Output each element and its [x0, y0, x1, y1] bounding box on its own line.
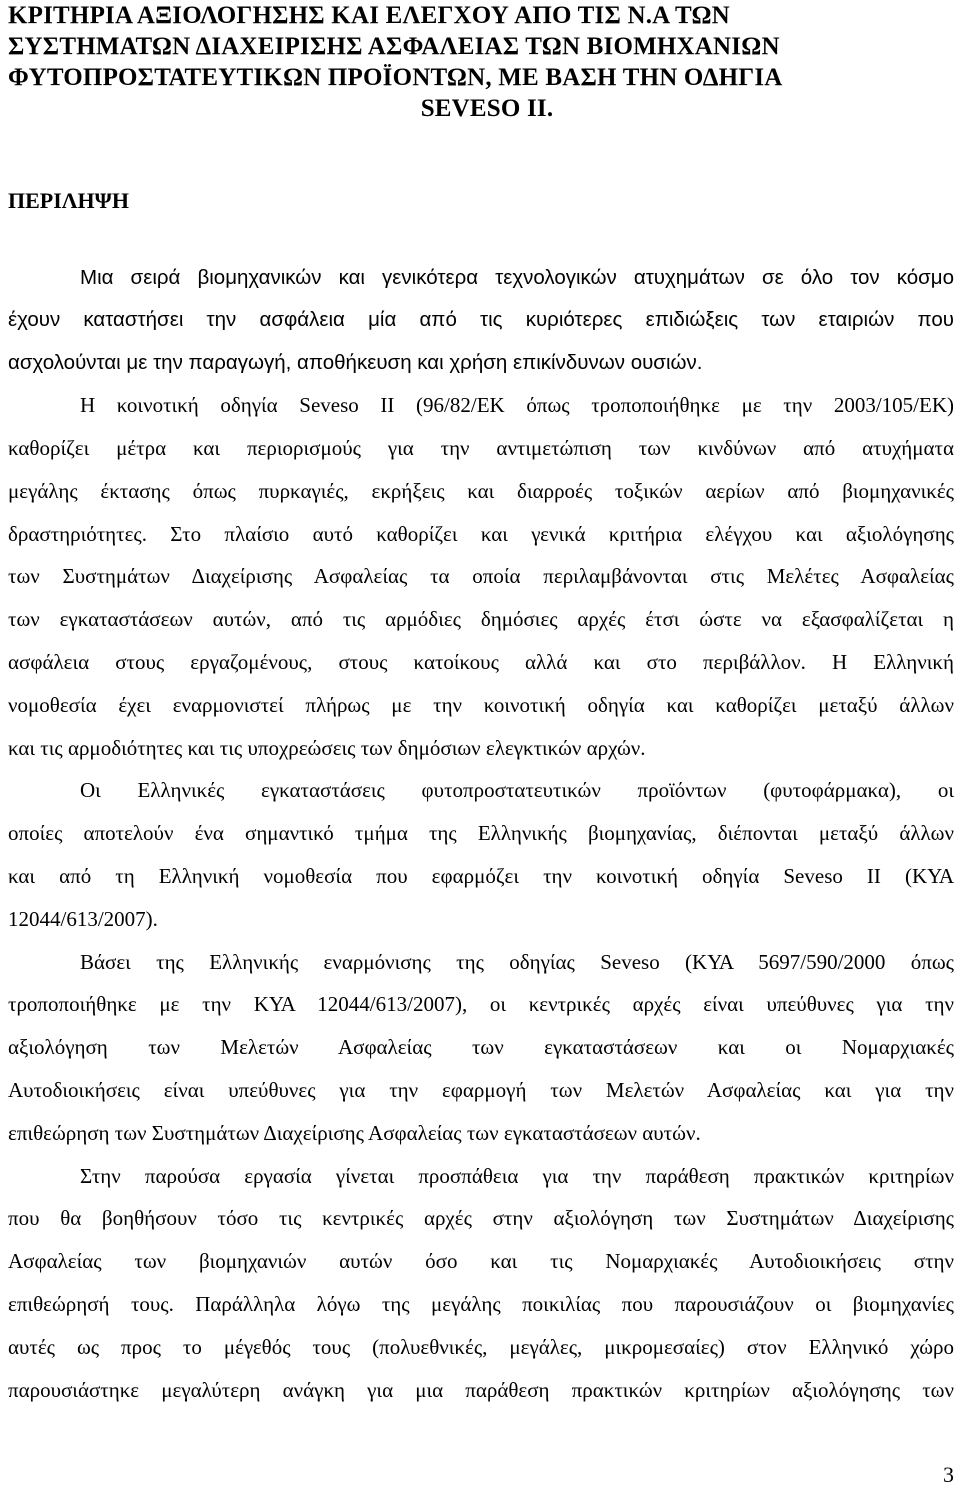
text-line: επιθεώρησή τους. Παράλληλα λόγω της μεγάλης ποικιλίας που παρουσιάζουν οι βιομηχανίες [8, 1291, 954, 1316]
text-line: αξιολόγηση των Μελετών Ασφαλείας των εγκαταστάσεων και οι Νομαρχιακές [8, 1035, 954, 1060]
text-line: Αυτοδιοικήσεις είναι υπεύθυνες για την εφαρμογή των Μελετών Ασφαλείας και για την [8, 1077, 954, 1102]
text-line: Ασφαλείας των βιομηχανιών αυτών όσο και τις Νομαρχιακές Αυτοδιοικήσεις στην [8, 1249, 954, 1274]
paragraph [8, 384, 954, 769]
page-number: 3 [943, 1462, 954, 1487]
text-line: οποίες αποτελούν ένα σημαντικό τμήμα της Ελληνικής βιομηχανίας, διέπονται μεταξύ άλλων [8, 821, 954, 846]
title-line: SEVESO II. [420, 95, 554, 122]
text-line: και από τη Ελληνική νομοθεσία που εφαρμόζει την κοινοτική οδηγία Seveso II (ΚΥΑ [8, 863, 954, 888]
text-line: των εγκαταστάσεων αυτών, από τις αρμόδιες δημόσιες αρχές έτσι ώστε να εξασφαλίζεται η [8, 607, 954, 632]
text-line: επιθεώρηση των Συστημάτων Διαχείρισης Ασφαλείας των εγκαταστάσεων αυτών. [8, 1120, 701, 1145]
text-line: Η κοινοτική οδηγία Seveso II (96/82/ΕΚ όπως τροποποιήθηκε με την 2003/105/ΕΚ) [80, 393, 954, 418]
text-line: καθορίζει μέτρα και περιορισμούς για την αντιμετώπιση των κινδύνων από ατυχήματα [8, 436, 954, 461]
text-line: νομοθεσία έχει εναρμονιστεί πλήρως με την κοινοτική οδηγία και καθορίζει μεταξύ άλλων [8, 692, 954, 717]
text-line: μεγάλης έκτασης όπως πυρκαγιές, εκρήξεις και διαρροές τοξικών αερίων από βιομηχανικές [8, 478, 954, 503]
intro-paragraph [8, 257, 954, 384]
text-line: ασφάλεια στους εργαζομένους, στους κατοίκους αλλά και στο περιβάλλον. Η Ελληνική [8, 650, 954, 674]
document-title [8, 0, 954, 124]
paragraph [8, 1155, 954, 1412]
title-line: ΣΥΣΤΗΜΑΤΩΝ ΔΙΑΧΕΙΡΙΣΗΣ ΑΣΦΑΛΕΙΑΣ ΤΩΝ ΒΙΟΜΗΧΑΝΙΩΝ [8, 33, 780, 60]
text-line: των Συστημάτων Διαχείρισης Ασφαλείας τα οποία περιλαμβάνονται στις Μελέτες Ασφαλείας [8, 564, 954, 589]
document-page [8, 0, 954, 1411]
text-line: 12044/613/2007). [8, 906, 158, 931]
paragraph [8, 769, 954, 940]
text-line: Οι Ελληνικές εγκαταστάσεις φυτοπροστατευτικών προϊόντων (φυτοφάρμακα), οι [80, 778, 954, 803]
text-line: και τις αρμοδιότητες και τις υποχρεώσεις των δημόσιων ελεγκτικών αρχών. [8, 735, 646, 760]
text-line: παρουσιάστηκε μεγαλύτερη ανάγκη για μια παράθεση πρακτικών κριτηρίων αξιολόγησης των [8, 1377, 954, 1402]
text-line: τροποποιήθηκε με την ΚΥΑ 12044/613/2007), οι κεντρικές αρχές είναι υπεύθυνες για την [8, 992, 954, 1017]
text-line: που θα βοηθήσουν τόσο τις κεντρικές αρχές στην αξιολόγηση των Συστημάτων Διαχείρισης [8, 1206, 954, 1231]
text-line: αυτές ως προς το μέγεθός τους (πολυεθνικές, μεγάλες, μικρομεσαίες) στον Ελληνικό χώρο [8, 1334, 954, 1359]
text-line: ασχολούνται με την παραγωγή, αποθήκευση και χρήση επικίνδυνων ουσιών. [8, 350, 703, 374]
title-line: ΚΡΙΤΗΡΙΑ ΑΞΙΟΛΟΓΗΣΗΣ ΚΑΙ ΕΛΕΓΧΟΥ ΑΠΟ ΤΙΣ Ν.Α ΤΩΝ [8, 2, 730, 29]
text-line: έχουν καταστήσει την ασφάλεια μία από τις κυριότερες επιδιώξεις των εταιριών που [8, 308, 954, 332]
paragraph [8, 941, 954, 1155]
text-line: Βάσει της Ελληνικής εναρμόνισης της οδηγίας Seveso (ΚΥΑ 5697/590/2000 όπως [80, 949, 954, 974]
abstract-heading: ΠΕΡΙΛΗΨΗ [8, 188, 129, 213]
abstract-body [8, 384, 954, 1411]
title-line: ΦΥΤΟΠΡΟΣΤΑΤΕΥΤΙΚΩΝ ΠΡΟΪΟΝΤΩΝ, ΜΕ ΒΑΣΗ ΤΗΝ ΟΔΗΓΙΑ [8, 64, 783, 91]
text-line: Στην παρούσα εργασία γίνεται προσπάθεια για την παράθεση πρακτικών κριτηρίων [80, 1163, 954, 1188]
text-line: δραστηριότητες. Στο πλαίσιο αυτό καθορίζει και γενικά κριτήρια ελέγχου και αξιολόγησης [8, 521, 954, 546]
text-line: Μια σειρά βιομηχανικών και γενικότερα τεχνολογικών ατυχημάτων σε όλο τον κόσμο [80, 266, 954, 289]
